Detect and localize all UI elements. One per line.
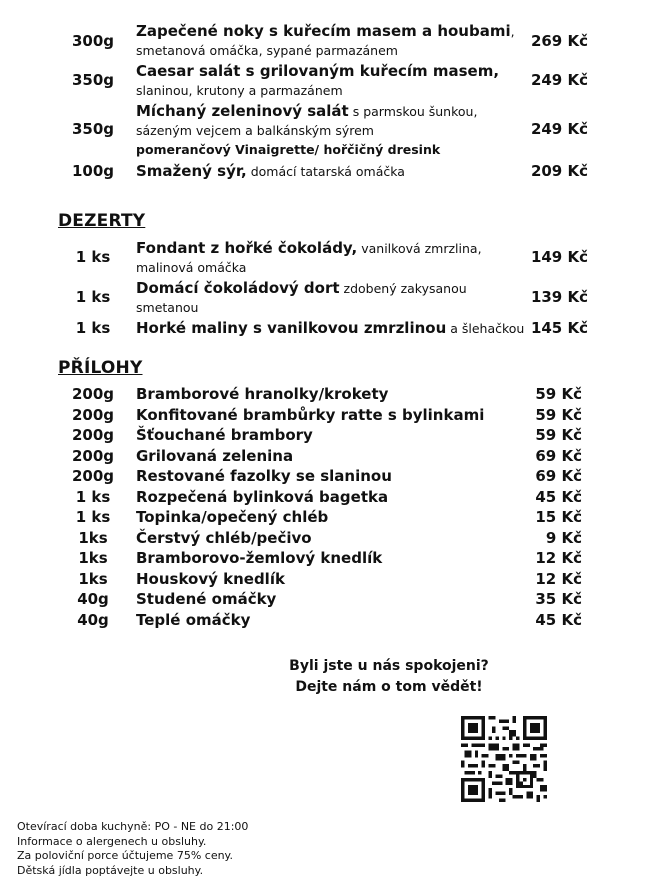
side-name: Konfitované brambůrky ratte s bylinkami	[136, 405, 485, 424]
item-description	[136, 22, 516, 60]
item-description	[136, 239, 516, 277]
item-price: 209 Kč	[530, 162, 588, 180]
item-desc-line: slaninou, krutony a parmazánem	[136, 83, 343, 98]
side-name: Šťouchané brambory	[136, 426, 313, 444]
footer-line: Informace o alergenech u obsluhy.	[17, 834, 207, 848]
footer-line: Otevírací doba kuchyně: PO - NE do 21:00	[17, 820, 249, 833]
qr-code[interactable]	[461, 716, 547, 802]
item-description	[136, 102, 516, 159]
side-name: Studené omáčky	[136, 590, 277, 608]
section-heading-dezerty: DEZERTY	[58, 211, 146, 231]
item-desc-line: malinová omáčka	[136, 260, 247, 275]
side-weight: 40g	[77, 610, 109, 629]
item-price: 149 Kč	[530, 248, 588, 266]
item-desc-inline: a šlehačkou	[446, 321, 525, 336]
item-description	[136, 62, 516, 100]
side-price: 9 Kč	[545, 528, 582, 547]
side-name: Teplé omáčky	[136, 610, 251, 629]
item-weight: 1 ks	[75, 288, 111, 306]
item-name: Zapečené noky s kuřecím masem a houbami	[136, 22, 511, 40]
item-desc-inline: zdobený zakysanou	[339, 281, 467, 296]
side-weight: 200g	[71, 446, 115, 465]
side-weight: 200g	[71, 385, 115, 403]
item-price: 249 Kč	[530, 120, 588, 138]
side-price: 59 Kč	[535, 405, 582, 424]
item-description	[136, 162, 516, 181]
item-price: 145 Kč	[530, 319, 588, 337]
footer-notes	[17, 820, 248, 878]
item-price: 249 Kč	[530, 71, 588, 89]
side-price: 59 Kč	[535, 385, 582, 403]
side-price: 45 Kč	[535, 610, 582, 629]
item-name: Fondant z hořké čokolády,	[136, 239, 358, 257]
item-desc-bold-line: pomerančový Vinaigrette/ hořčičný dresink	[136, 142, 441, 157]
side-weight: 1ks	[78, 569, 108, 588]
item-desc-inline: s parmskou šunkou,	[348, 104, 478, 119]
side-name: Rozpečená bylinková bagetka	[136, 487, 389, 506]
side-weight: 40g	[77, 590, 109, 608]
item-price: 139 Kč	[530, 288, 588, 306]
item-name: Míchaný zeleninový salát	[136, 102, 349, 120]
side-name: Bramborové hranolky/krokety	[136, 385, 389, 403]
item-description	[136, 279, 516, 317]
footer-line: Za poloviční porce účtujeme 75% ceny.	[17, 849, 233, 862]
item-name: Domácí čokoládový dort	[136, 279, 340, 297]
item-desc-inline: ,	[510, 24, 515, 39]
section-heading-prilohy: PŘÍLOHY	[58, 358, 143, 378]
item-weight: 1 ks	[75, 248, 111, 266]
item-weight: 100g	[71, 162, 115, 180]
item-weight: 1 ks	[75, 319, 111, 337]
side-name: Bramborovo-žemlový knedlík	[136, 549, 383, 567]
feedback-line-1: Byli jste u nás spokojeni?	[289, 658, 489, 674]
item-description	[136, 319, 526, 338]
item-weight: 350g	[71, 120, 115, 138]
side-weight: 1 ks	[75, 487, 111, 506]
item-weight: 300g	[71, 32, 115, 50]
side-price: 69 Kč	[535, 467, 582, 485]
item-desc-inline: vanilková zmrzlina,	[357, 241, 482, 256]
item-name: Smažený sýr,	[136, 162, 247, 180]
side-price: 12 Kč	[535, 569, 582, 588]
side-name: Grilovaná zelenina	[136, 446, 294, 465]
side-weight: 200g	[71, 426, 115, 444]
footer-line: Dětská jídla poptávejte u obsluhy.	[17, 863, 204, 877]
feedback-prompt	[280, 656, 498, 698]
side-name: Čerstvý chléb/pečivo	[136, 528, 312, 547]
item-desc-inline: domácí tatarská omáčka	[246, 164, 405, 179]
item-desc-line: smetanová omáčka, sypané parmazánem	[136, 43, 398, 58]
side-weight: 200g	[71, 405, 115, 424]
item-name: Horké maliny s vanilkovou zmrzlinou	[136, 319, 447, 337]
side-name: Houskový knedlík	[136, 569, 285, 588]
item-desc-line: smetanou	[136, 300, 199, 315]
side-name: Restované fazolky se slaninou	[136, 467, 392, 485]
item-name: Caesar salát s grilovaným kuřecím masem,	[136, 62, 500, 80]
side-weight: 1 ks	[75, 508, 111, 526]
side-price: 69 Kč	[535, 446, 582, 465]
side-price: 12 Kč	[535, 549, 582, 567]
side-weight: 1ks	[78, 549, 108, 567]
item-price: 269 Kč	[530, 32, 588, 50]
side-name: Topinka/opečený chléb	[136, 508, 329, 526]
side-weight: 200g	[71, 467, 115, 485]
item-desc-line: sázeným vejcem a balkánským sýrem	[136, 123, 374, 138]
side-price: 35 Kč	[535, 590, 582, 608]
side-price: 45 Kč	[535, 487, 582, 506]
side-weight: 1ks	[78, 528, 108, 547]
item-weight: 350g	[71, 71, 115, 89]
feedback-line-2: Dejte nám o tom vědět!	[295, 679, 483, 695]
side-price: 15 Kč	[535, 508, 582, 526]
side-price: 59 Kč	[535, 426, 582, 444]
